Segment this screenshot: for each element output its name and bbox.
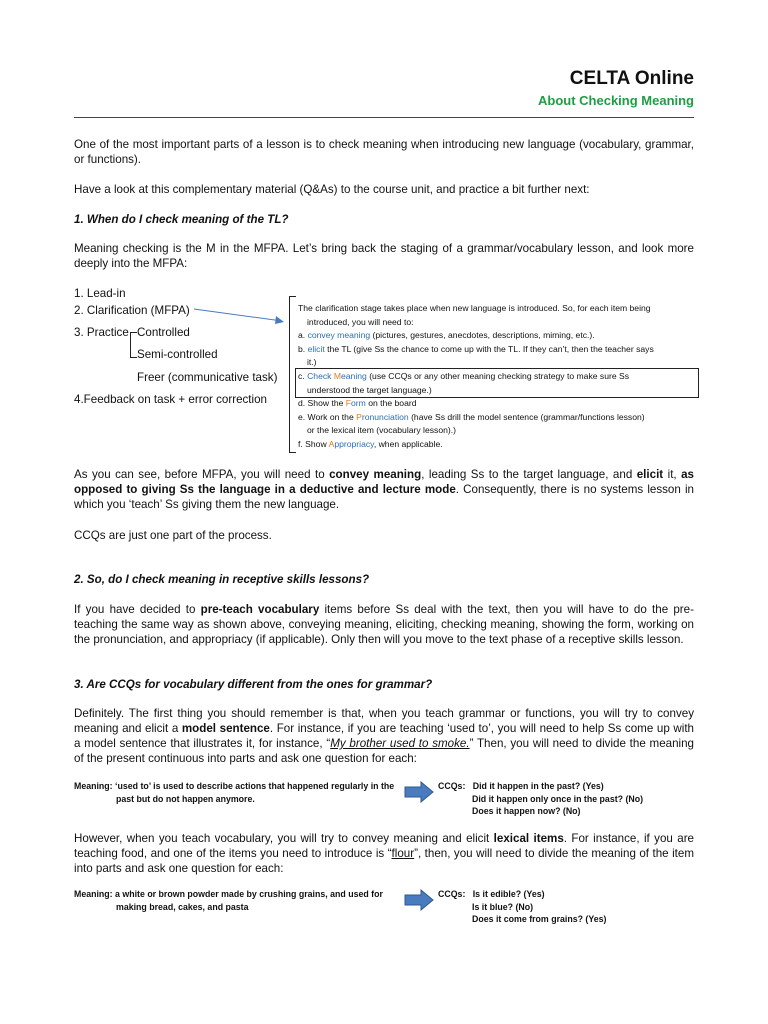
term-convey-meaning: convey meaning — [307, 330, 371, 341]
clarification-step-b: b. elicit the TL (give Ss the chance to come up with the TL. If they can’t, then the teacher says — [298, 343, 654, 354]
clarification-step-d: d. Show the Form on the board — [298, 398, 417, 409]
question-3-paragraph-2: However, when you teach vocabulary, you will try to convey meaning and elicit lexical items. For instance, if you are teaching food, and one of the items you need to introduce is “flour”, then, you will need to divide the meaning of the item into parts and ask one question for each: — [74, 832, 694, 875]
stage-freer: Freer (communicative task) — [137, 371, 278, 384]
intro-paragraph-2: Have a look at this complementary material (Q&As) to the course unit, and practice a bit further next: — [74, 183, 590, 196]
term-check: Check — [307, 370, 334, 381]
ccq-arrow-2-icon — [404, 889, 434, 911]
stage-lead-in: 1. Lead-in — [74, 287, 126, 300]
letter-p: P — [356, 411, 362, 422]
mfpa-explanation-paragraph: As you can see, before MFPA, you will need to convey meaning, leading Ss to the target language, and elicit it, as opposed to giving Ss the language in a deductive and lecture mode. Consequently, there is no systems lesson in which you ‘teach’ Ss giving them the new language. — [74, 468, 694, 511]
flour-term: flour — [391, 847, 415, 860]
ccq-list-used-to: CCQs: Did it happen in the past? (Yes) Did it happen only once in the past? (No) Does it happen now? (No) — [438, 781, 644, 816]
stage-semi-controlled: Semi-controlled — [137, 348, 218, 361]
clarification-intro-line-2: introduced, you will need to: — [307, 316, 414, 327]
practice-bracket — [130, 332, 137, 358]
clarification-intro-line-1: The clarification stage takes place when new language is introduced. So, for each item being — [298, 303, 651, 313]
document-title: CELTA Online — [569, 68, 694, 89]
header-rule — [74, 117, 694, 118]
clarification-box — [298, 302, 694, 452]
clarification-step-c: c. Check Meaning (use CCQs or any other meaning checking strategy to make sure Ss — [298, 370, 630, 381]
term-orm: orm — [351, 398, 366, 409]
question-3-paragraph-1: Definitely. The first thing you should remember is that, when you teach grammar or functions, you will try to convey meaning and elicit a model sentence. For instance, if you are teaching ‘used to’, you will need to help Ss come up with a model sentence that illustrates it, for instance, “My brother used to smoke.” Then, you will need to divide the meaning of the present continuous into parts and ask one question for each: — [74, 707, 695, 765]
meaning-used-to: Meaning: ‘used to’ is used to describe actions that happened regularly in the past but do not happen anymore. — [74, 781, 395, 804]
question-2-paragraph: If you have decided to pre-teach vocabulary items before Ss deal with the text, then you will have to do the pre-teaching the same way as shown above, conveying meaning, eliciting, checking meaning, showing the form, working on the pronunciation, and appropriacy (if applicable). Only then will you move to the text phase of a receptive skills lesson. — [74, 603, 694, 646]
document-subtitle: About Checking Meaning — [538, 93, 694, 108]
stage-feedback: 4.Feedback on task + error correction — [74, 393, 268, 406]
question-1-paragraph: Meaning checking is the M in the MFPA. Let’s bring back the staging of a grammar/vocabulary lesson, and look more deeply into the MFPA: — [74, 242, 694, 270]
letter-a: A — [328, 438, 335, 449]
stage-practice: 3. Practice — [74, 326, 129, 339]
letter-m: M — [333, 370, 341, 381]
clarification-arrow-icon — [192, 304, 292, 328]
letter-f: F — [345, 398, 352, 409]
ccq-arrow-1-icon — [404, 781, 434, 803]
clarification-step-e: e. Work on the Pronunciation (have Ss drill the model sentence (grammar/functions lesson) — [298, 411, 645, 422]
intro-paragraph-1: One of the most important parts of a lesson is to check meaning when introducing new language (vocabulary, grammar, or functions). — [74, 138, 694, 166]
meaning-flour: Meaning: a white or brown powder made by crushing grains, and used for making bread, cakes, and pasta — [74, 889, 383, 912]
question-1-heading: 1. When do I check meaning of the TL? — [74, 213, 289, 226]
term-ronunciation: ronunciation — [361, 411, 409, 422]
clarification-step-b-cont: it.) — [307, 357, 317, 368]
model-sentence-example: My brother used to smoke. — [330, 737, 470, 750]
ccq-list-flour: CCQs: Is it edible? (Yes) Is it blue? (No) Does it come from grains? (Yes) — [438, 889, 607, 924]
stage-clarification: 2. Clarification (MFPA) — [74, 304, 190, 317]
term-eaning: eaning — [341, 370, 367, 381]
term-elicit: elicit — [307, 343, 325, 354]
ccq-note: CCQs are just one part of the process. — [74, 529, 272, 542]
clarification-step-c-cont: understood the target language.) — [307, 384, 432, 395]
clarification-step-e-cont: or the lexical item (vocabulary lesson).) — [307, 425, 457, 436]
clarification-step-a: a. convey meaning (pictures, gestures, anecdotes, descriptions, miming, etc.). — [298, 330, 595, 341]
question-2-heading: 2. So, do I check meaning in receptive skills lessons? — [74, 573, 370, 586]
question-3-heading: 3. Are CCQs for vocabulary different from the ones for grammar? — [74, 678, 433, 691]
term-ppropriacy: ppropriacy — [334, 438, 374, 449]
stage-controlled: Controlled — [137, 326, 190, 339]
clarification-step-f: f. Show Appropriacy, when applicable. — [298, 438, 443, 449]
